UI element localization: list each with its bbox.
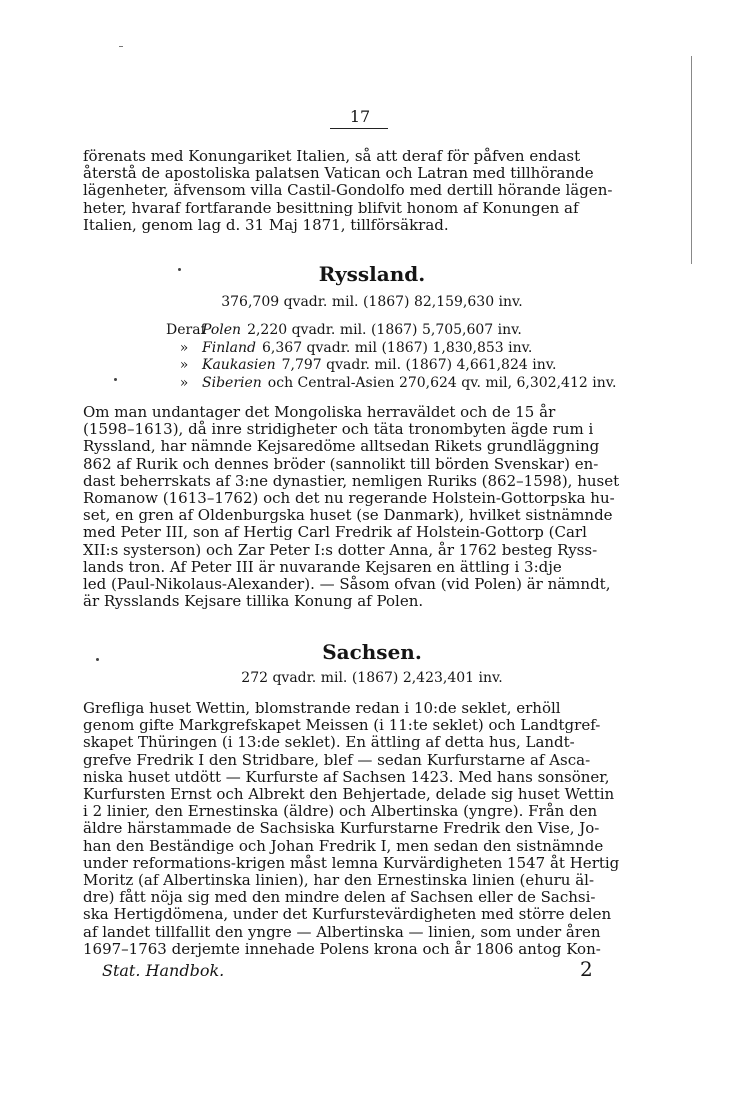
subdivision-stats: och Central-Asien 270,624 qv. mil, 6,302,412 inv. [267,374,617,391]
ryssland-stats: 376,709 qvadr. mil. (1867) 82,159,630 inv. [221,294,523,310]
subdivision-row [166,357,666,375]
sachsen-stats: 272 qvadr. mil. (1867) 2,423,401 inv. [241,670,503,686]
subdivision-name: Polen [202,322,242,338]
subdivision-row [166,340,666,358]
subdivision-stats: 2,220 qvadr. mil. (1867) 5,705,607 inv. [247,322,522,338]
ryssland-paragraph: Om man undantager det Mongoliska herraväldet och de 15 år (1598–1613), då inre stridigheter och täta tronombyten ägde rum i Ryssland, har nämnde Kejsaredöme alltsedan Rikets grundläggning 862 af Rurik och dennes bröder (sannolikt till börden Svenskar) en- dast beherrskats af 3:ne dynastier, nemligen Ruriks (862–1598), huset Romanow (1613–1762) och det nu regerande Holstein-Gottorpska hu- set, en gren af Oldenburgska huset (se Danmark), hvilket sistnämnde med Peter III, son af Hertig Carl Fredrik af Holstein-Gottorp (Carl XII:s systerson) och Zar Peter I:s dotter Anna, år 1762 besteg Ryss- lands tron. Af Peter III är nuvarande Kejsaren en ättling i 3:dje led (Paul-Nikolaus-Alexander). — Såsom ofvan (vid Polen) är nämndt, är Rysslands Kejsare tillika Konung af Polen. [83,403,620,611]
subdivision-name: Kaukasien [202,357,276,374]
subdivision-name: Siberien [202,374,262,391]
page-number: 17 [349,107,371,126]
subdivision-row [166,322,666,340]
subdivision-prefix: » [179,339,189,356]
subdivision-stats: 7,797 qvadr. mil. (1867) 4,661,824 inv. [281,357,557,374]
section-heading-sachsen: Sachsen. [322,640,422,664]
subdivision-row [166,375,666,393]
section-heading-ryssland: Ryssland. [318,262,426,286]
sachsen-paragraph: Grefliga huset Wettin, blomstrande redan i 10:de seklet, erhöll genom gifte Markgrefskapet Meissen (i 11:te seklet) och Landtgref- skapet Thüringen (i 13:de seklet). En ättling af detta hus, Landt- grefve Fredrik I den Stridbare, blef — sedan Kurfurstarne af Asca- niska huset utdött — Kurfurste af Sachsen 1423. Med hans sonsöner, Kurfursten Ernst och Albrekt den Behjertade, delade sig huset Wettin i 2 linier, den Ernestinska (äldre) och Albertinska (yngre). Från den äldre härstammade de Sachsiska Kurfurstarne Fredrik den Vise, Jo- han den Beständige och Johan Fredrik I, men sedan den sistnämnde under reformations-krigen måst lemna Kurvärdigheten 1547 åt Hertig Moritz (af Albertinska linien), har den Ernestinska linien (ehuru äl- dre) fått nöja sig med den mindre delen af Sachsen eller de Sachsi- ska Hertigdömena, under det Kurfurstevärdigheten med större delen af landet tillfallit den yngre — Albertinska — linien, som under åren 1697–1763 derjemte innehade Polens krona och år 1806 antog Kon- [83,699,620,958]
subdivision-prefix: » [179,357,189,374]
footer-signature: Stat. Handbok. [102,961,225,980]
subdivision-prefix: » [179,374,189,391]
subdivision-name: Finland [202,339,257,356]
margin-mark [119,46,123,47]
page-number-rule [330,128,388,129]
footer-sheet-number: 2 [580,957,593,981]
subdivision-prefix: Deraf [166,322,206,338]
intro-paragraph: förenats med Konungariket Italien, så att deraf för påfven endast återstå de apostoliska palatsen Vatican och Latran med tillhörande lägenheter, äfvensom villa Castil-Gondolfo med dertill hörande lägen- heter, hvaraf fortfarande besittning blifvit honom af Konungen af Italien, genom lag d. 31 Maj 1871, tillförsäkrad. [83,147,613,234]
subdivision-stats: 6,367 qvadr. mil (1867) 1,830,853 inv. [262,339,533,356]
margin-speck [114,378,117,381]
page-edge-line [691,56,692,264]
ryssland-subdivision-list [166,322,666,392]
